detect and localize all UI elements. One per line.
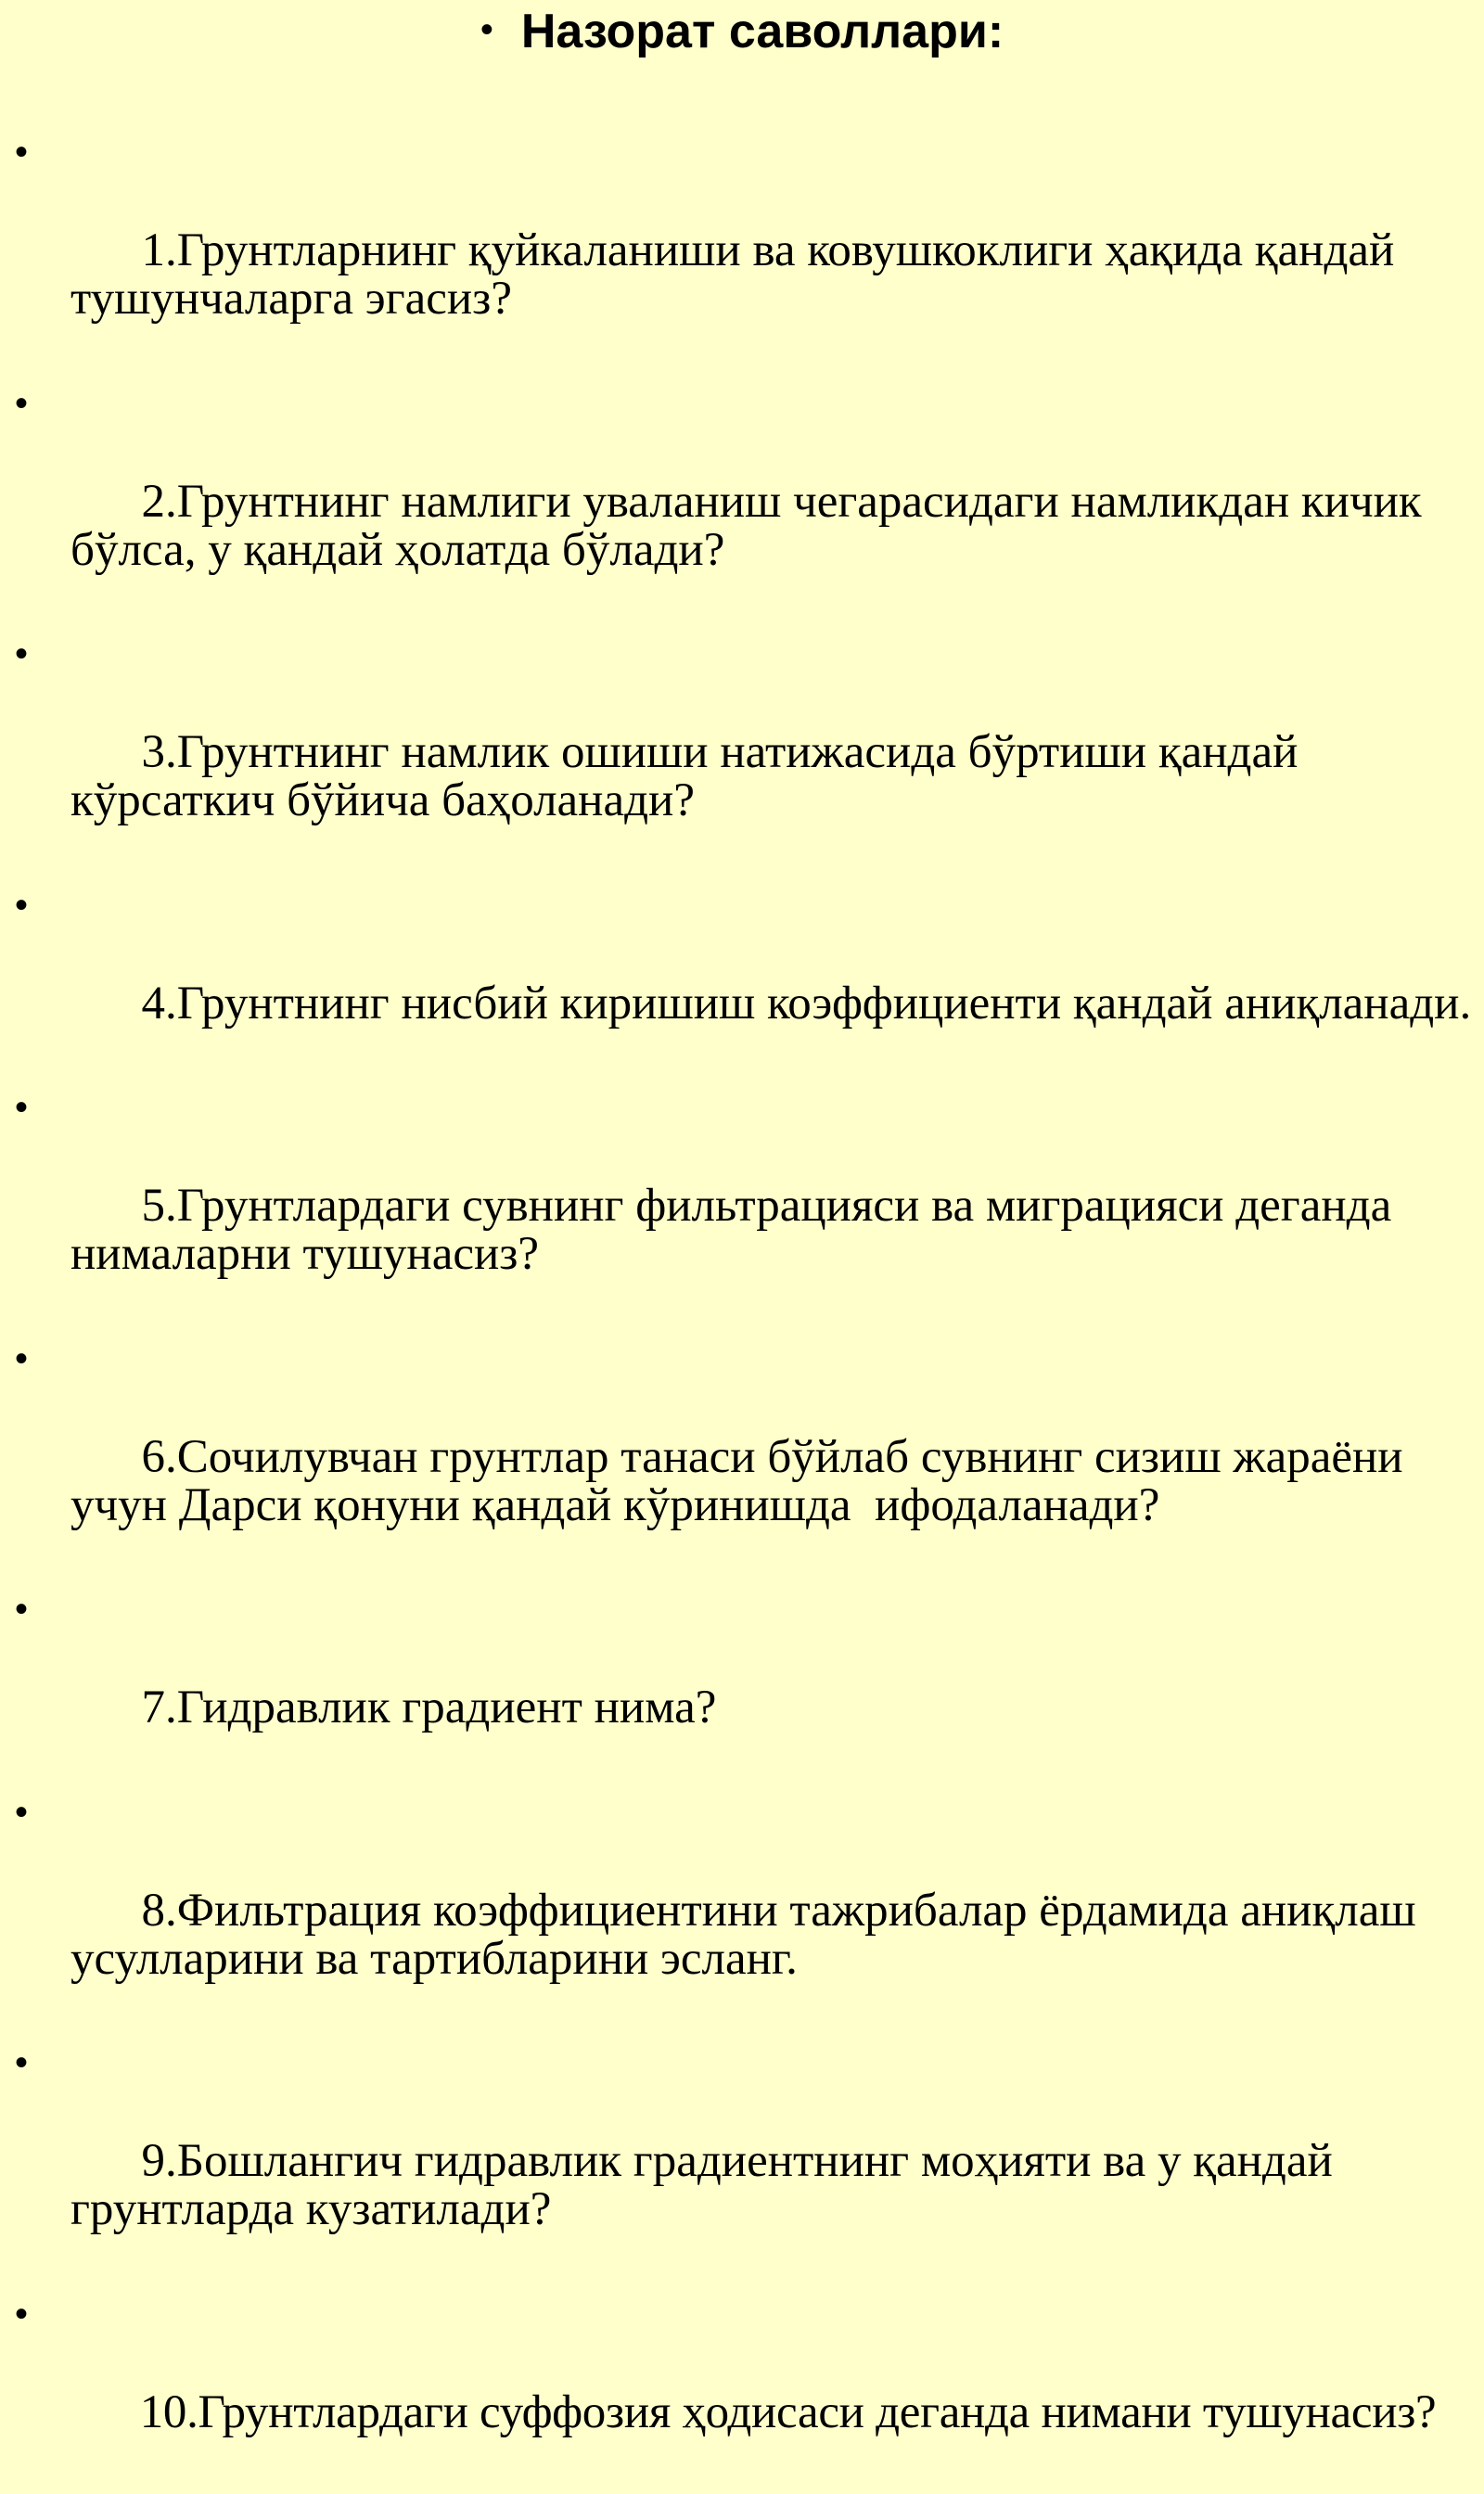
- bullet-icon: •: [15, 382, 29, 424]
- question-text-10: 10.Грунтлардаги суффозия ҳодисаси деганда нимани тушунасиз?: [139, 2385, 1437, 2438]
- question-text-1: 1.Грунтларнинг қуйкаланиши ва ковушкоклиги ҳақида қандай тушунчаларга эгасиз?: [70, 224, 1407, 325]
- question-item-4: [0, 883, 1484, 1076]
- question-item-3: [0, 632, 1484, 873]
- question-item-6: [0, 1337, 1484, 1578]
- bullet-icon: •: [15, 132, 29, 173]
- question-text-2: 2.Грунтнинг намлиги уваланиш чегарасидаги намликдан кичик бўлса, у қандай ҳолатда бўлади?: [70, 475, 1434, 576]
- bullet-icon: •: [15, 633, 29, 674]
- bullet-icon: •: [15, 884, 29, 926]
- question-item-2: [0, 381, 1484, 622]
- question-item-7: [0, 1587, 1484, 1780]
- bullet-icon: •: [15, 1589, 29, 1630]
- title-bullet-icon: •: [480, 8, 493, 50]
- question-text-4: 4.Грунтнинг нисбий киришиш коэффициенти қандай аниқланади.: [141, 977, 1472, 1030]
- question-item-5: [0, 1085, 1484, 1326]
- slide-title-row: [0, 2, 1484, 61]
- question-item-8: [0, 1790, 1484, 2031]
- question-list: [0, 130, 1484, 2494]
- bullet-icon: •: [15, 1087, 29, 1128]
- question-text-5: 5.Грунтлардаги сувнинг фильтрацияси ва миграцияси деганда нималарни тушунасиз?: [70, 1180, 1403, 1280]
- bullet-icon: •: [15, 1337, 29, 1379]
- bullet-icon: •: [15, 1791, 29, 1833]
- question-text-7: 7.Гидравлик градиент нима?: [141, 1682, 717, 1733]
- question-text-6: 6.Сочилувчан грунтлар танаси бўйлаб сувнинг сизиш жараёни учун Дарси қонуни қандай кўринишда ифодаланади?: [70, 1430, 1415, 1531]
- question-text-3: 3.Грунтнинг намлик ошиши натижасида бўртиши қандай кўрсаткич бўйича баҳоланади?: [70, 726, 1311, 826]
- bullet-icon: •: [15, 2042, 29, 2083]
- question-item-1: [0, 130, 1484, 371]
- question-text-9: 9.Бошлангич гидравлик градиентнинг моҳияти ва у қандай грунтларда кузатилади?: [70, 2135, 1345, 2235]
- slide-title: Назорат саволлари:: [520, 5, 1004, 58]
- question-item-10: [0, 2292, 1484, 2485]
- bullet-icon: •: [15, 2293, 28, 2334]
- question-text-8: 8.Фильтрация коэффициентини тажрибалар ёрдамида аниқлаш усулларини ва тартибларини эсланг.: [70, 1884, 1428, 1985]
- question-item-9: [0, 2040, 1484, 2282]
